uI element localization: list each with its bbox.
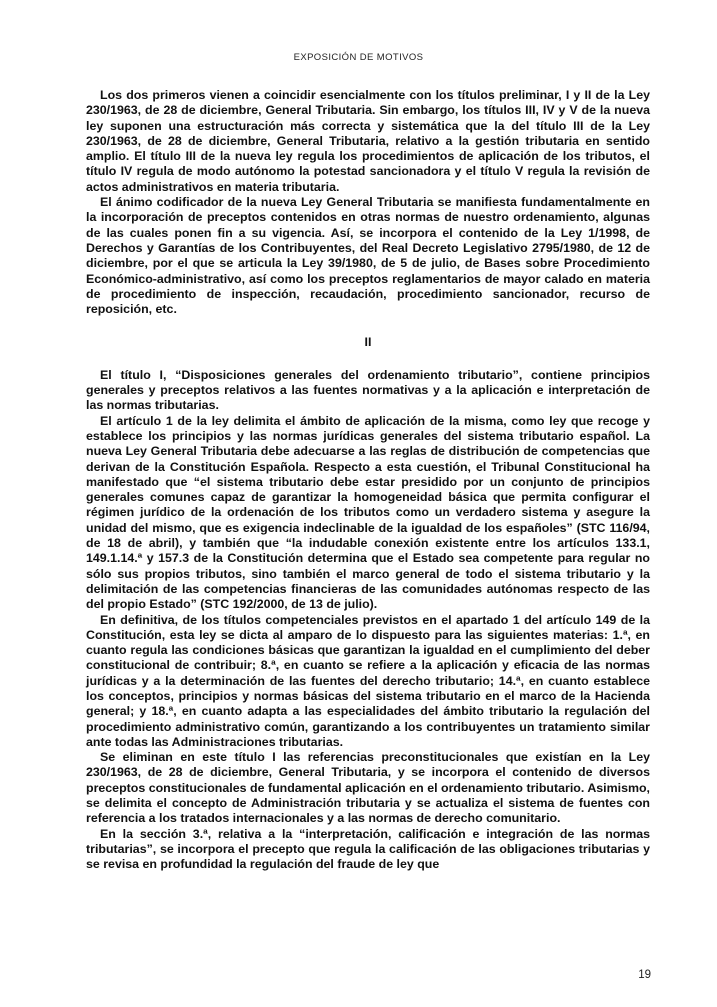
section-heading: II	[364, 335, 372, 350]
page-number: 19	[638, 969, 651, 981]
paragraph: El ánimo codificador de la nueva Ley General Tributaria se manifiesta fundamentalmente en la incorporación de preceptos contenidos en otras normas de nuestro ordenamiento, algunas de las cuales ponen fin a su vigencia. Así, se incorpora el contenido de la Ley 1/1998, de Derechos y Garantías de los Contribuyentes, del Real Decreto Legislativo 2795/1980, de 12 de diciembre, por el que se articula la Ley 39/1980, de 5 de julio, de Bases sobre Procedimiento Económico-administrativo, así como los preceptos reglamentarios de mayor calado en materia de procedimiento de inspección, recaudación, procedimiento sancionador, recurso de reposición, etc.	[86, 195, 650, 317]
paragraph: En definitiva, de los títulos competenciales previstos en el apartado 1 del artículo 149 de la Constitución, esta ley se dicta al amparo de lo dispuesto para las siguientes materias: 1.ª, en cuanto regula las condiciones básicas que garantizan la igualdad en el cumplimiento del deber constitucional de contribuir; 8.ª, en cuanto se refiere a la aplicación y eficacia de las normas jurídicas y a la determinación de las fuentes del derecho tributario; 14.ª, en cuanto establece los conceptos, principios y normas básicas del sistema tributario en el marco de la Hacienda general; y 18.ª, en cuanto adapta a las especialidades del ámbito tributario la regulación del procedimiento administrativo común, garantizando a los contribuyentes un tratamiento similar ante todas las Administraciones tributarias.	[86, 612, 650, 749]
body-text	[86, 88, 650, 873]
running-header: EXPOSICIÓN DE MOTIVOS	[293, 52, 424, 63]
paragraph: Se eliminan en este título I las referencias preconstitucionales que existían en la Ley 230/1963, de 28 de diciembre, General Tributaria, y se incorpora el contenido de diversos preceptos constitucionales de fundamental aplicación en el ordenamiento tributario. Asimismo, se delimita el concepto de Administración tributaria y se actualiza el sistema de fuentes con referencia a los tratados internacionales y a las normas de derecho comunitario.	[86, 750, 650, 826]
paragraph: El artículo 1 de la ley delimita el ámbito de aplicación de la misma, como ley que recoge y establece los principios y las normas jurídicas generales del sistema tributario español. La nueva Ley General Tributaria debe adecuarse a las reglas de distribución de competencias que derivan de la Constitución Española. Respecto a esta cuestión, el Tribunal Constitucional ha manifestado que “el sistema tributario debe estar presidido por un conjunto de principios generales comunes capaz de garantizar la homogeneidad básica que permita configurar el régimen jurídico de la ordenación de los tributos como un verdadero sistema y asegure la unidad del mismo, que es exigencia indeclinable de la igualdad de los españoles” (STC 116/94, de 18 de abril), y también que “la indudable conexión existente entre los artículos 133.1, 149.1.14.ª y 157.3 de la Constitución determina que el Estado sea competente para regular no sólo sus propios tributos, sino también el marco general de todo el sistema tributario y la delimitación de las competencias financieras de las comunidades autónomas respecto de las del propio Estado” (STC 192/2000, de 13 de julio).	[86, 413, 650, 612]
paragraph: Los dos primeros vienen a coincidir esencialmente con los títulos preliminar, I y II de la Ley 230/1963, de 28 de diciembre, General Tributaria. Sin embargo, los títulos III, IV y V de la nueva ley suponen una estructuración más correcta y sistemática que la del título III de la Ley 230/1963, de 28 de diciembre, General Tributaria, relativo a la gestión tributaria en sentido amplio. El título III de la nueva ley regula los procedimientos de aplicación de los tributos, el título IV regula de modo autónomo la potestad sancionadora y el título V regula la revisión de actos administrativos en materia tributaria.	[86, 88, 650, 194]
paragraph: En la sección 3.ª, relativa a la “interpretación, calificación e integración de las normas tributarias”, se incorpora el precepto que regula la calificación de las obligaciones tributarias y se revisa en profundidad la regulación del fraude de ley que	[86, 826, 650, 872]
paragraph: El título I, “Disposiciones generales del ordenamiento tributario”, contiene principios generales y preceptos relativos a las fuentes normativas y a la aplicación e interpretación de las normas tributarias.	[86, 367, 650, 413]
